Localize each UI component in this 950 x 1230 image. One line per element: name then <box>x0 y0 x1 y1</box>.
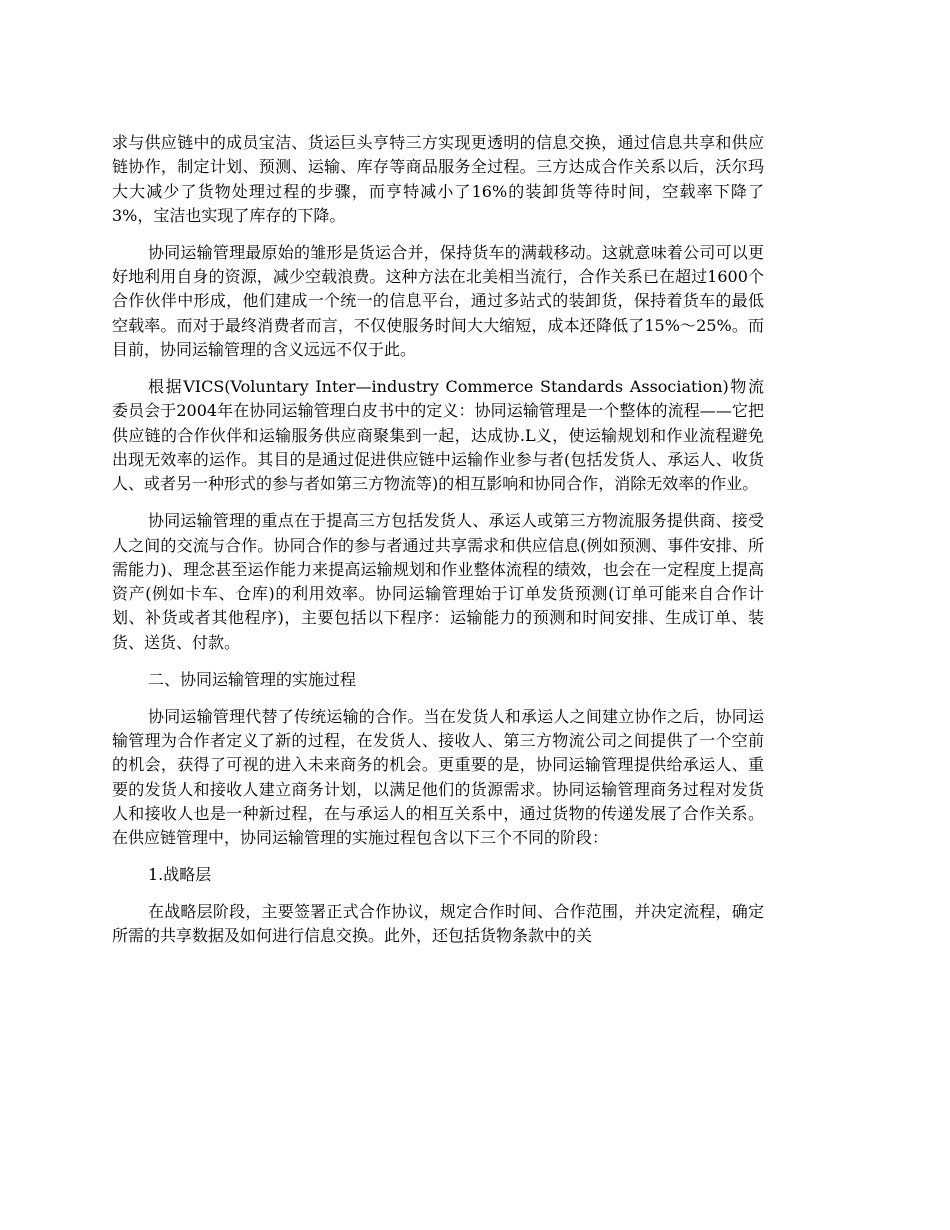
document-page <box>112 131 764 961</box>
paragraph-vics-definition: 根据VICS(Voluntary Inter—industry Commerce Standards Association)物流委员会于2004年在协同运输管理白皮书中的定义：协同运输管理是一个整体的流程——它把供应链的合作伙伴和运输服务供应商聚集到一起，达成协.L义，使运输规划和作业流程避免出现无效率的运作。其目的是通过促进供应链中运输作业参与者(包括发货人、承运人、收货人、或者另一种形式的参与者如第三方物流等)的相互影响和协同合作，消除无效率的作业。 <box>112 377 764 494</box>
paragraph-implementation: 协同运输管理代替了传统运输的合作。当在发货人和承运人之间建立协作之后，协同运输管理为合作者定义了新的过程，在发货人、接收人、第三方物流公司之间提供了一个空前的机会，获得了可视的进入未来商务的机会。更重要的是，协同运输管理提供给承运人、重要的发货人和接收人建立商务计划，以满足他们的货源需求。协同运输管理商务过程对发货人和接收人也是一种新过程，在与承运人的相互关系中，通过货物的传递发展了合作关系。在供应链管理中，协同运输管理的实施过程包含以下三个不同的阶段： <box>112 706 764 848</box>
paragraph-strategic-layer: 在战略层阶段，主要签署正式合作协议，规定合作时间、合作范围，并决定流程，确定所需的共享数据及如何进行信息交换。此外，还包括货物条款中的关 <box>112 902 764 946</box>
paragraph-cooperative-origin: 协同运输管理最原始的雏形是货运合并，保持货车的满载移动。这就意味着公司可以更好地利用自身的资源，减少空载浪费。这种方法在北美相当流行，合作关系已在超过1600个合作伙伴中形成，他们建成一个统一的信息平台，通过多站式的装卸货，保持着货车的最低空载率。而对于最终消费者而言，不仅使服务时间大大缩短，成本还降低了15%～25%。而目前，协同运输管理的含义远远不仅于此。 <box>112 242 764 360</box>
paragraph-intro-continuation: 求与供应链中的成员宝洁、货运巨头亨特三方实现更透明的信息交换，通过信息共享和供应链协作，制定计划、预测、运输、库存等商品服务全过程。三方达成合作关系以后，沃尔玛大大减少了货物处理过程的步骤，而亨特减小了16%的装卸货等待时间，空载率下降了3%，宝洁也实现了库存的下降。 <box>112 133 764 225</box>
paragraph-focus: 协同运输管理的重点在于提高三方包括发货人、承运人或第三方物流服务提供商、接受人之间的交流与合作。协同合作的参与者通过共享需求和供应信息(例如预测、事件安排、所需能力)、理念甚至运作能力来提高运输规划和作业整体流程的绩效，也会在一定程度上提高资产(例如卡车、仓库)的利用效率。协同运输管理始于订单发货预测(订单可能来自合作计划、补货或者其他程序)，主要包括以下程序：运输能力的预测和时间安排、生成订单、装货、送货、付款。 <box>112 511 764 652</box>
subheading-strategic-layer: 1.战略层 <box>148 865 212 885</box>
section-heading-implementation: 二、协同运输管理的实施过程 <box>148 669 357 689</box>
